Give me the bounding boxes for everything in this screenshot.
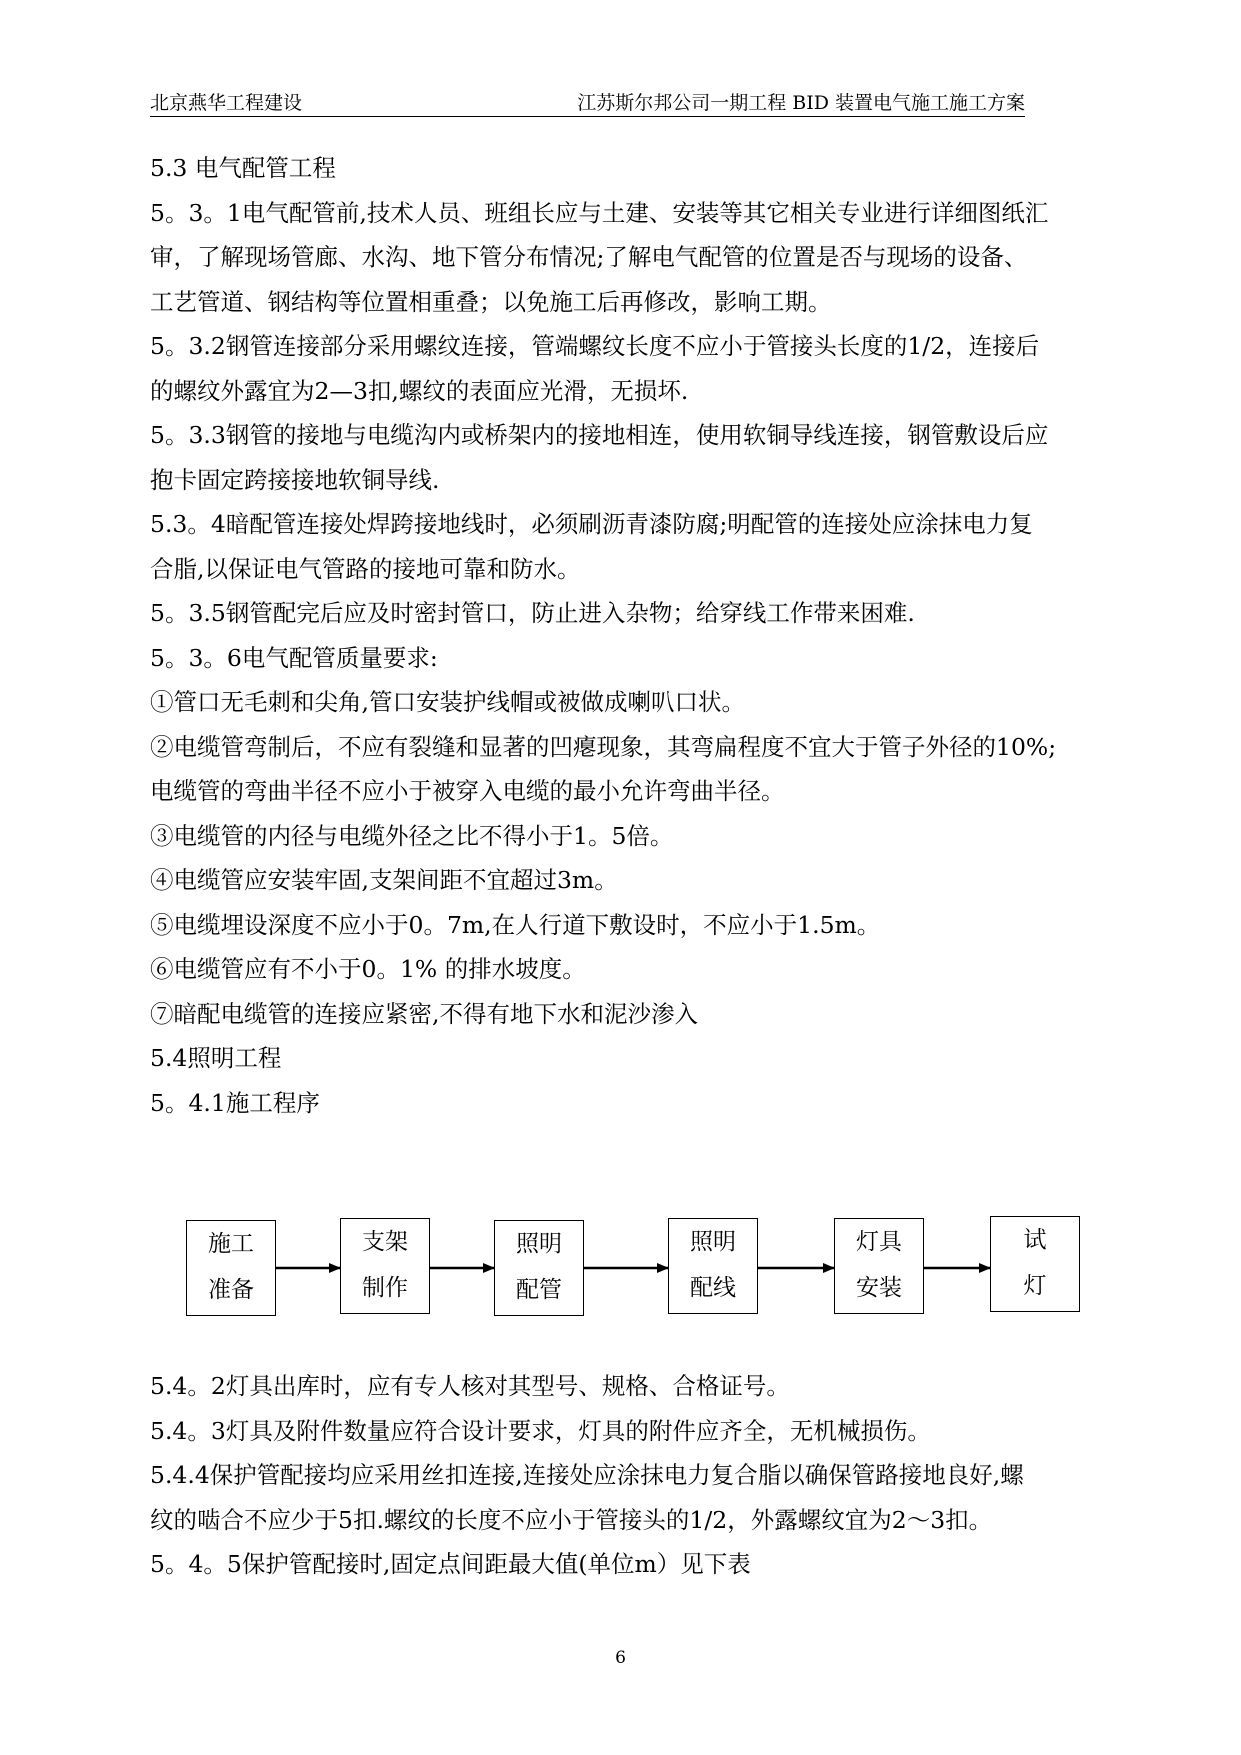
flow-step-1: 施工 准备 [186, 1220, 276, 1316]
flow-step-2: 支架 制作 [340, 1218, 430, 1314]
flow-step-3: 照明 配管 [494, 1220, 584, 1316]
list-item: ③电缆管的内径与电缆外径之比不得小于1。5倍。 [150, 821, 674, 850]
list-item: ⑥电缆管应有不小于0。1% 的排水坡度。 [150, 955, 586, 983]
header-project-title: 江苏斯尔邦公司一期工程 BID 装置电气施工施工方案 [577, 92, 1025, 114]
flow-step-4: 照明 配线 [668, 1218, 758, 1314]
text-line: 5。3。6电气配管质量要求: [150, 643, 438, 672]
list-item: ⑦暗配电缆管的连接应紧密,不得有地下水和泥沙渗入 [150, 999, 698, 1028]
text-line: 5。3.5钢管配完后应及时密封管口，防止进入杂物；给穿线工作带来困难. [150, 599, 915, 627]
text-line: 抱卡固定跨接接地软铜导线. [150, 465, 440, 494]
text-line: 合脂,以保证电气管路的接地可靠和防水。 [150, 554, 581, 583]
text-line: 纹的啮合不应少于5扣.螺纹的长度不应小于管接头的1/2，外露螺纹宜为2～3扣。 [150, 1505, 993, 1534]
flow-step-6: 试 灯 [990, 1216, 1080, 1312]
list-item: ①管口无毛刺和尖角,管口安装护线帽或被做成喇叭口状。 [150, 688, 745, 716]
text-line: 5.4。2灯具出库时，应有专人核对其型号、规格、合格证号。 [150, 1372, 790, 1400]
section-heading: 5.4照明工程 [150, 1044, 282, 1072]
text-line: 5。3。1电气配管前,技术人员、班组长应与土建、安装等其它相关专业进行详细图纸汇 [150, 198, 1049, 227]
text-line: 5。3.3钢管的接地与电缆沟内或桥架内的接地相连，使用软铜导线连接，钢管敷设后应 [150, 421, 1049, 449]
text-line: 审，了解现场管廊、水沟、地下管分布情况;了解电气配管的位置是否与现场的设备、 [150, 243, 1028, 271]
text-line: 工艺管道、钢结构等位置相重叠；以免施工后再修改，影响工期。 [150, 287, 832, 316]
text-line: 5.3。4暗配管连接处焊跨接地线时，必须刷沥青漆防腐;明配管的连接处应涂抹电力复 [150, 510, 1033, 538]
document-body [150, 146, 1110, 1125]
list-item: ②电缆管弯制后，不应有裂缝和显著的凹瘪现象，其弯扁程度不宜大于管子外径的10%; [150, 732, 1057, 761]
document-body-continued [150, 1364, 1110, 1587]
page-header [150, 86, 1025, 117]
text-line: 5.4.4保护管配接均应采用丝扣连接,连接处应涂抹电力复合脂以确保管路接地良好,螺 [150, 1461, 1024, 1489]
construction-flowchart [186, 1216, 1086, 1318]
header-company: 北京燕华工程建设 [150, 92, 303, 114]
text-line: 5。3.2钢管连接部分采用螺纹连接，管端螺纹长度不应小于管接头长度的1/2，连接后 [150, 332, 1040, 360]
flow-arrows [186, 1216, 1086, 1318]
flow-step-5: 灯具 安装 [834, 1218, 924, 1314]
text-line: 5。4.1施工程序 [150, 1088, 320, 1117]
list-item: ⑤电缆埋设深度不应小于0。7m,在人行道下敷设时，不应小于1.5m。 [150, 910, 881, 939]
section-heading: 5.3 电气配管工程 [150, 154, 336, 182]
page-number: 6 [615, 1648, 626, 1668]
text-line: 5。4。5保护管配接时,固定点间距最大值(单位m）见下表 [150, 1550, 751, 1578]
list-item: ④电缆管应安装牢固,支架间距不宜超过3m。 [150, 866, 618, 894]
text-line: 的螺纹外露宜为2—3扣,螺纹的表面应光滑，无损坏. [150, 376, 689, 405]
list-item: 电缆管的弯曲半径不应小于被穿入电缆的最小允许弯曲半径。 [150, 777, 785, 805]
text-line: 5.4。3灯具及附件数量应符合设计要求，灯具的附件应齐全，无机械损伤。 [150, 1416, 931, 1445]
